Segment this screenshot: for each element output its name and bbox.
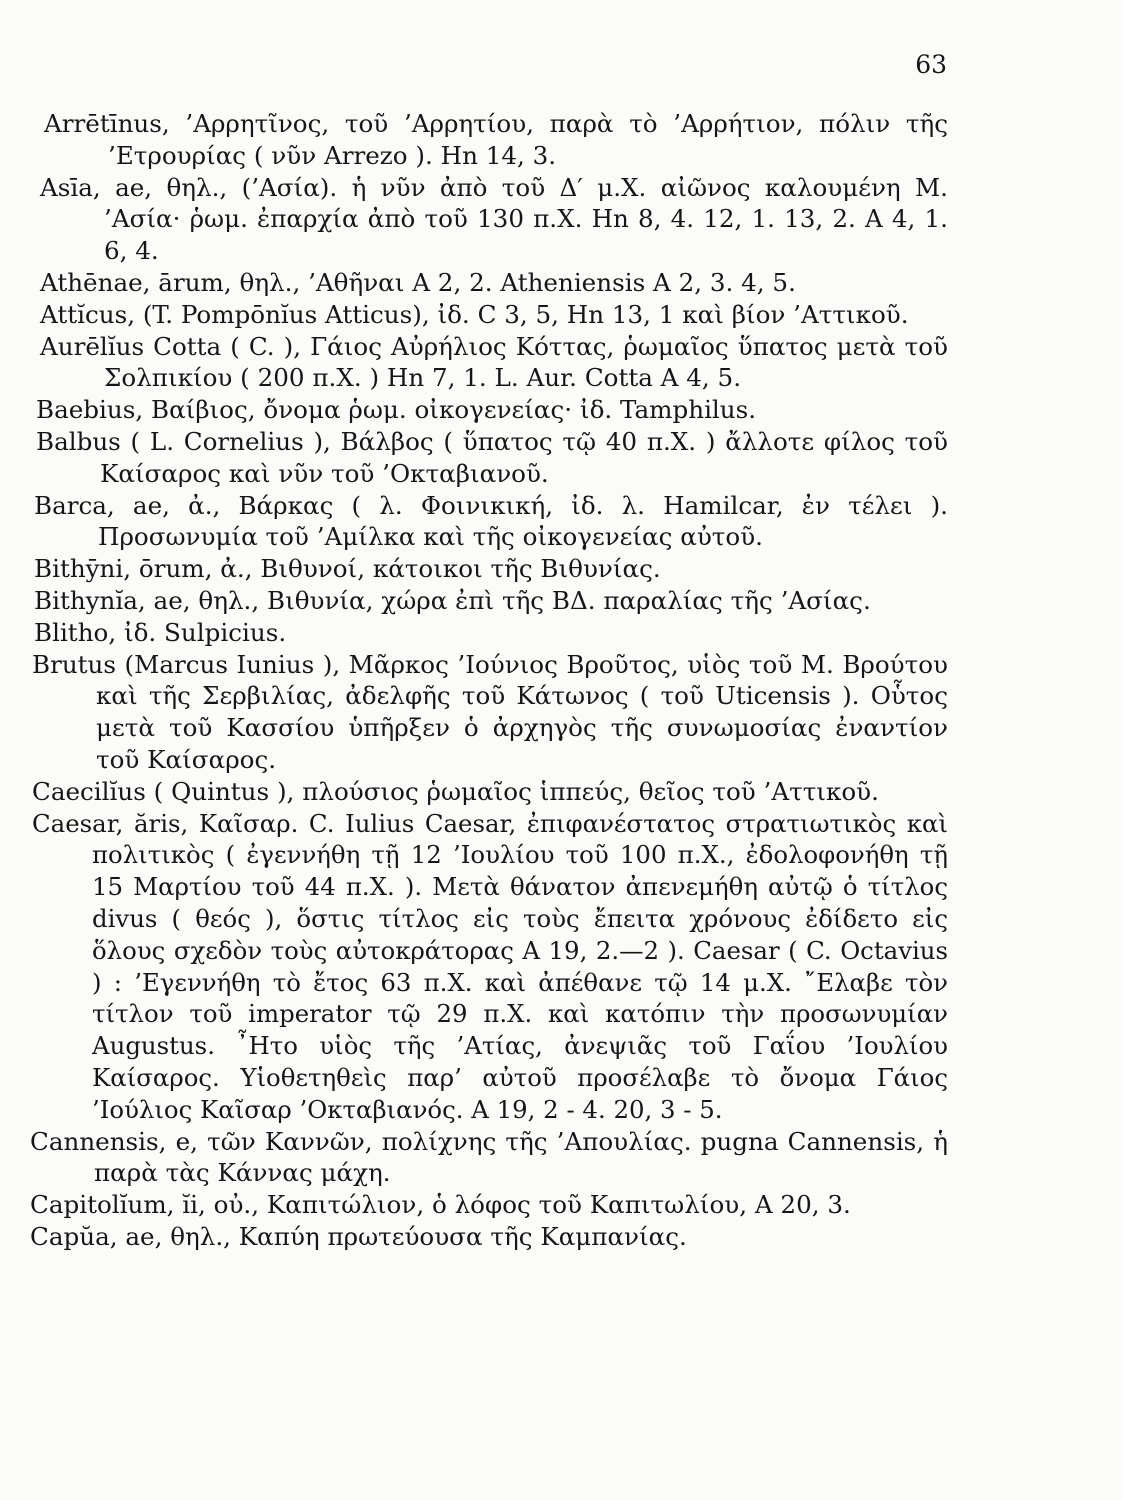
entry-asia: Asīa, ae, θηλ., (’Ασία). ἡ νῦν ἀπὸ τοῦ Δ′ μ.Χ. αἰῶνος καλουμένη Μ. ’Ασία· ῥωμ. ἐπαρχία ἀπὸ τοῦ 130 π.Χ. Hn 8, 4. 12, 1. 13, 2. A 4, 1. 6, 4.	[40, 172, 948, 266]
entry-capitolium: Capitolĭum, ĭi, οὐ., Καπιτώλιον, ὁ λόφος τοῦ Καπιτωλίου, A 20, 3.	[30, 1190, 851, 1220]
entry-caecilius: Caecilĭus ( Quintus ), πλούσιος ῥωμαῖος ἱππεύς, θεῖος τοῦ ’Αττικοῦ.	[32, 776, 879, 806]
entry-blitho: Blitho, ἰδ. Sulpicius.	[34, 617, 287, 647]
entry-arretinus: Arrētīnus, ’Αρρητῖνος, τοῦ ’Αρρητίου, παρὰ τὸ ’Αρρήτιον, πόλιν τῆς ’Ετρουρίας ( νῦν Arrezo ). Hn 14, 3.	[44, 109, 948, 170]
entry-balbus: Balbus ( L. Cornelius ), Βάλβος ( ὕπατος τῷ 40 π.Χ. ) ἄλλοτε φίλος τοῦ Καίσαρος καὶ νῦν τοῦ ’Οκταβιανοῦ.	[36, 426, 948, 488]
entry-atticus: Attĭcus, (T. Pompōnĭus Atticus), ἰδ. C 3, 5, Hn 13, 1 καὶ βίον ’Αττικοῦ.	[40, 299, 909, 329]
entry-bithynia: Bithynĭa, ae, θηλ., Βιθυνία, χώρα ἐπὶ τῆς ΒΔ. παραλίας τῆς ’Ασίας.	[34, 585, 871, 615]
entry-baebius: Baebius, Βαίβιος, ὄνομα ῥωμ. οἰκογενείας· ἰδ. Tamphilus.	[36, 395, 757, 425]
entry-brutus: Brutus (Marcus Iunius ), Μᾶρκος ’Ιούνιος Βροῦτος, υἱὸς τοῦ Μ. Βρούτου καὶ τῆς Σερβιλίας, ἀδελφῆς τοῦ Κάτωνος ( τοῦ Uticensis ). Οὗτος μετὰ τοῦ Κασσίου ὑπῆρξεν ὁ ἀρχηγὸς τῆς συνωμοσίας ἐναντίον τοῦ Καίσαρος.	[32, 649, 948, 774]
entry-capua: Capŭa, ae, θηλ., Καπύη πρωτεύουσα τῆς Καμπανίας.	[30, 1221, 687, 1251]
entry-cannensis: Cannensis, e, τῶν Καννῶν, πολίχνης τῆς ’Απουλίας. pugna Cannensis, ἡ παρὰ τὰς Κάννας μάχη.	[30, 1126, 948, 1188]
page-number: 63	[915, 50, 947, 79]
entry-athenae: Athēnae, ārum, θηλ., ’Αθῆναι A 2, 2. Atheniensis A 2, 3. 4, 5.	[40, 267, 796, 297]
entry-bithyni: Bithȳni, ōrum, ἀ., Βιθυνοί, κάτοικοι τῆς Βιθυνίας.	[34, 554, 661, 584]
glossary-entries	[32, 108, 948, 1253]
entry-barca: Barca, ae, ἀ., Βάρκας ( λ. Φοινικική, ἰδ. λ. Hamilcar, ἐν τέλει ). Προσωνυμία τοῦ ’Αμίλκα καὶ τῆς οἰκογενείας αὐτοῦ.	[34, 490, 948, 552]
entry-aurelius-cotta: Aurēlĭus Cotta ( C. ), Γάιος Αὐρήλιος Κόττας, ῥωμαῖος ὕπατος μετὰ τοῦ Σολπικίου ( 200 π.Χ. ) Hn 7, 1. L. Aur. Cotta A 4, 5.	[40, 331, 948, 393]
entry-caesar: Caesar, ăris, Καῖσαρ. C. Iulius Caesar, ἐπιφανέστατος στρατιωτικὸς καὶ πολιτικὸς ( ἐγεννήθη τῇ 12 ’Ιουλίου τοῦ 100 π.Χ., ἐδολοφονήθη τῇ 15 Μαρτίου τοῦ 44 π.Χ. ). Μετὰ θάνατον ἀπενεμήθη αὐτῷ ὁ τίτλος divus ( θεός ), ὅστις τίτλος εἰς τοὺς ἔπειτα χρόνους ἐδίδετο εἰς ὅλους σχεδὸν τοὺς αὐτοκράτορας A 19, 2.—2 ). Caesar ( C. Octavius ) : ’Εγεννήθη τὸ ἔτος 63 π.Χ. καὶ ἀπέθανε τῷ 14 μ.Χ. ῎Ελαβε τὸν τίτλον τοῦ imperator τῷ 29 π.Χ. καὶ κατόπιν τὴν προσωνυμίαν Augustus. ῏Ητο υἱὸς τῆς ’Ατίας, ἀνεψιᾶς τοῦ Γαΐου ’Ιουλίου Καίσαρος. Υἱοθετηθεὶς παρ’ αὐτοῦ προσέλαβε τὸ ὄνομα Γάιος ’Ιούλιος Καῖσαρ ’Οκταβιανός. A 19, 2 - 4. 20, 3 - 5.	[32, 808, 948, 1124]
